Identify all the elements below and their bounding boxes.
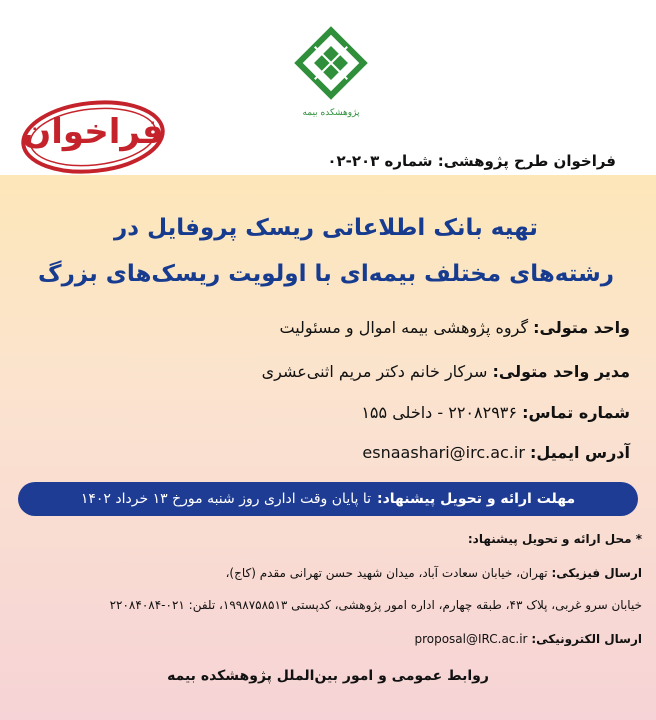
logo-caption: پژوهشکده بیمه	[302, 108, 360, 118]
call-number: فراخوان طرح پژوهشی: شماره ۲۰۳-۰۲	[327, 152, 616, 170]
title-line-2: رشته‌های مختلف بیمه‌ای با اولویت ریسک‌های بزرگ	[38, 261, 614, 287]
phone-label: شماره تماس:	[522, 403, 630, 422]
project-title	[16, 205, 636, 297]
electronic-label: ارسال الکترونیکی:	[531, 632, 642, 646]
title-line-1: تهیه بانک اطلاعاتی ریسک پروفایل در	[114, 215, 538, 241]
phone-value: ۲۲۰۸۲۹۳۶ - داخلی ۱۵۵	[361, 403, 517, 422]
stamp-text: فراخوان	[22, 112, 164, 152]
institute-logo	[286, 18, 376, 128]
contact-email	[362, 443, 630, 462]
manager-label: مدیر واحد متولی:	[492, 362, 630, 381]
delivery-heading: * محل ارائه و تحویل پیشنهاد:	[467, 532, 642, 546]
unit-label: واحد متولی:	[533, 318, 630, 337]
physical-delivery	[226, 566, 642, 580]
footer-credit: روابط عمومی و امور بین‌الملل پژوهشکده بیمه	[167, 668, 489, 684]
unit-manager	[262, 362, 630, 381]
deadline-banner	[18, 482, 638, 516]
electronic-delivery	[414, 632, 642, 646]
physical-address-2: خیابان سرو غربی، پلاک ۴۳، طبقه چهارم، اداره امور پژوهشی، کدپستی ۱۹۹۸۷۵۸۵۱۳، تلفن: ۰۲۱-۲۲۰۸۴۰۸۴	[109, 598, 642, 612]
email-value[interactable]: esnaashari@irc.ac.ir	[362, 443, 525, 462]
electronic-email[interactable]: proposal@IRC.ac.ir	[414, 632, 528, 646]
contact-phone	[361, 403, 630, 422]
physical-label: ارسال فیزیکی:	[551, 566, 642, 580]
deadline-value: تا پایان وقت اداری روز شنبه مورخ ۱۳ خرداد ۱۴۰۲	[80, 491, 371, 507]
unit-value: گروه پژوهشی بیمه اموال و مسئولیت	[279, 318, 529, 337]
manager-value: سرکار خانم دکتر مریم اثنی‌عشری	[261, 362, 488, 381]
email-label: آدرس ایمیل:	[530, 443, 630, 462]
physical-address-1: تهران، خیابان سعادت آباد، میدان شهید حسن تهرانی مقدم (کاج)،	[225, 566, 548, 580]
responsible-unit	[279, 318, 630, 337]
logo-emblem-icon	[286, 18, 376, 108]
call-stamp	[18, 98, 168, 176]
deadline-label: مهلت ارائه و تحویل پیشنهاد:	[377, 491, 576, 507]
